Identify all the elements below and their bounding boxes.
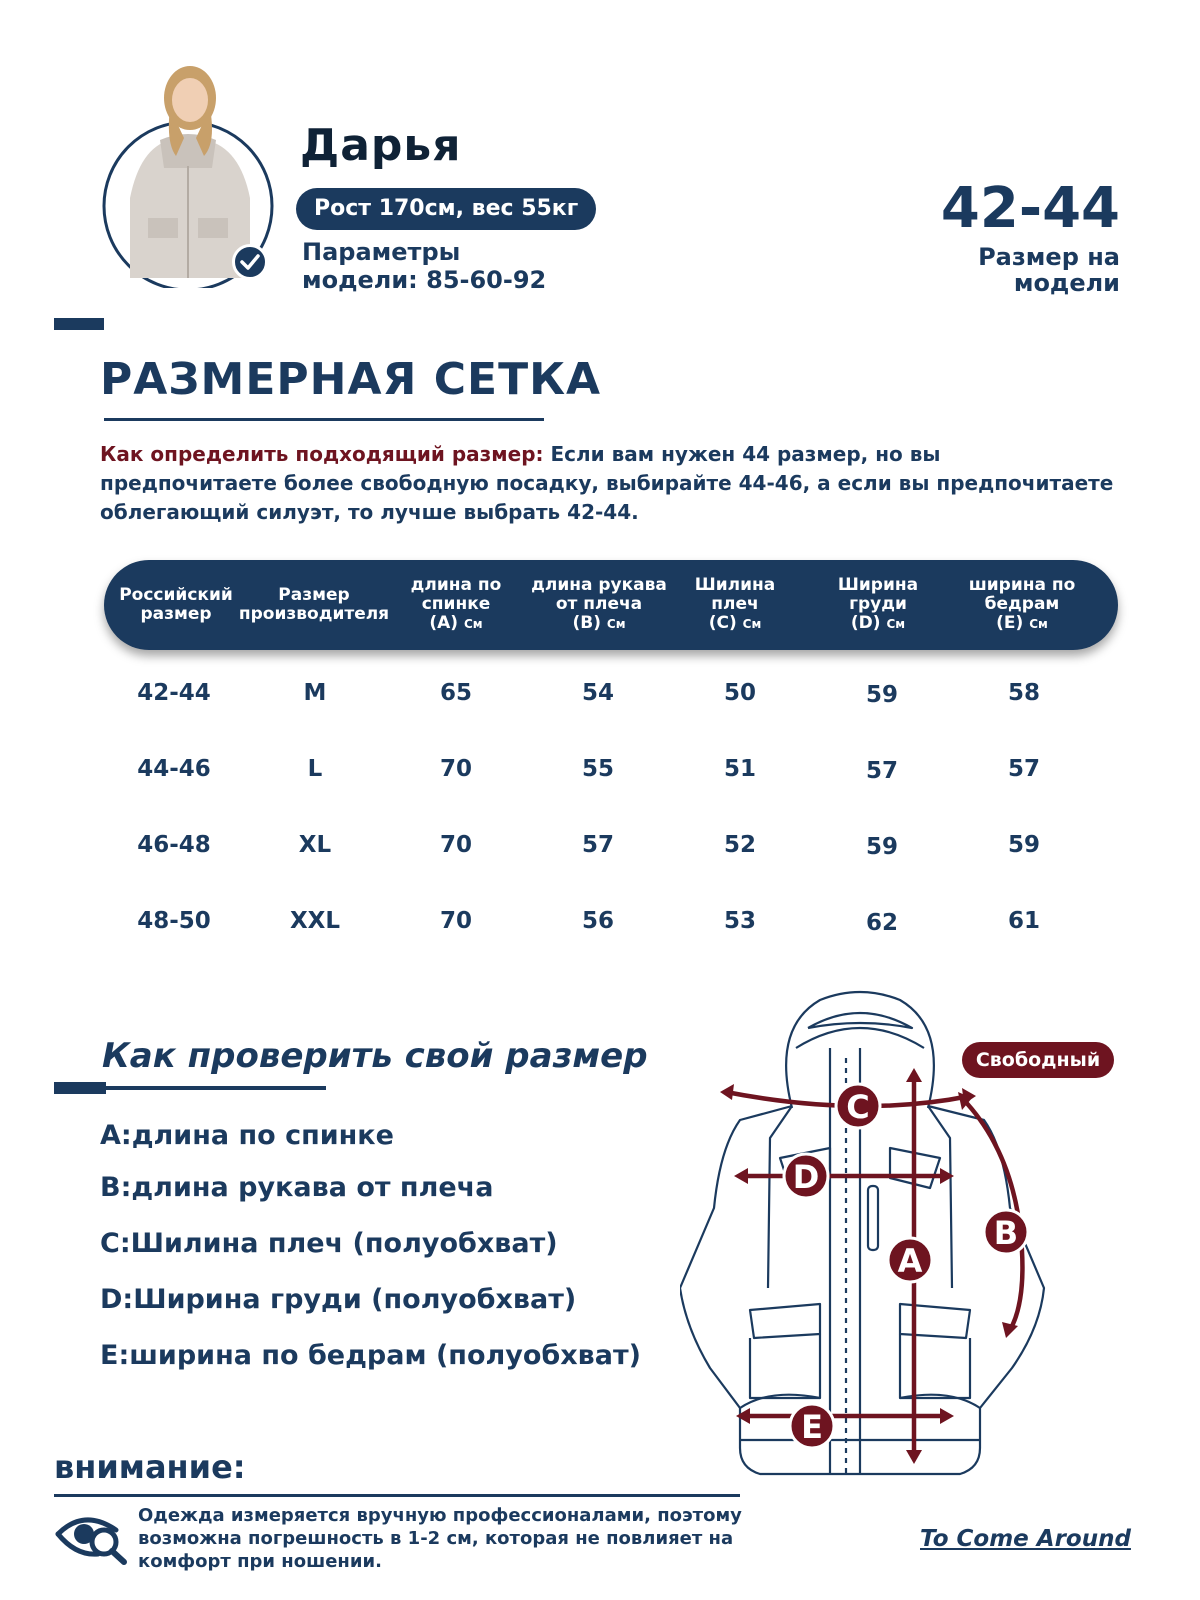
table-cell: 59	[1007, 832, 1040, 858]
model-size-value: 42-44	[940, 176, 1120, 241]
marker-b	[984, 1210, 1028, 1254]
table-cell: XXL	[289, 908, 341, 934]
table-cell: XL	[298, 832, 332, 858]
model-params-line1: Параметры	[302, 238, 461, 266]
model-photo	[100, 48, 280, 288]
header-russian-size: Российский размер	[119, 585, 233, 624]
size-advice	[100, 440, 1120, 527]
attention-underline	[54, 1494, 740, 1497]
table-cell: 46-48	[137, 832, 211, 858]
model-params	[302, 238, 562, 294]
table-cell: M	[303, 680, 327, 706]
header-shoulder-width: Шилина плеч (С) См	[694, 575, 776, 633]
header-hip-width: ширина по бедрам (Е) См	[968, 575, 1076, 633]
title-underline	[104, 1086, 326, 1090]
table-cell: 50	[723, 680, 756, 706]
table-cell: 61	[1007, 908, 1040, 934]
attention-title: внимание:	[54, 1448, 246, 1486]
svg-text:B: B	[993, 1214, 1019, 1252]
svg-text:E: E	[801, 1408, 823, 1446]
table-cell: 55	[581, 756, 614, 782]
checkmark-icon	[232, 244, 268, 280]
measurement-legend-item: Е:ширина по бедрам (полуобхват)	[100, 1340, 641, 1371]
table-cell: 57	[865, 758, 898, 784]
measurement-legend-item: В:длина рукава от плеча	[100, 1172, 494, 1203]
model-name: Дарья	[300, 120, 462, 171]
eye-magnifier-icon	[54, 1506, 132, 1566]
table-cell: L	[307, 756, 323, 782]
header-manufacturer-size: Размер производителя	[238, 585, 390, 624]
marker-c	[836, 1084, 880, 1128]
attention-text: Одежда измеряется вручную профессионалами, поэтому возможна погрешность в 1-2 см, которая не повлияет на комфорт при ношении.	[138, 1505, 742, 1572]
brand-name: To Come Around	[920, 1526, 1131, 1552]
marker-a	[888, 1238, 932, 1282]
model-size-label-line1: Размер на	[978, 243, 1120, 271]
table-cell: 56	[581, 908, 614, 934]
fit-type-badge: Свободный	[962, 1042, 1114, 1078]
header-back-length: длина по спинке (А) См	[410, 575, 502, 633]
table-cell: 59	[865, 834, 898, 860]
model-params-line2: модели: 85-60-92	[302, 266, 547, 294]
size-chart-title: РАЗМЕРНАЯ СЕТКА	[100, 354, 602, 405]
table-cell: 53	[723, 908, 756, 934]
table-cell: 44-46	[137, 756, 211, 782]
model-height-weight-badge: Рост 170см, вес 55кг	[296, 188, 596, 230]
marker-e	[790, 1404, 834, 1448]
table-cell: 70	[439, 832, 472, 858]
table-cell: 70	[439, 908, 472, 934]
svg-text:D: D	[792, 1158, 820, 1196]
header-chest-width: Ширина груди (D) См	[837, 575, 919, 633]
table-cell: 59	[865, 682, 898, 708]
table-cell: 58	[1007, 680, 1040, 706]
how-to-check-title: Как проверить свой размер	[102, 1036, 648, 1076]
size-advice-text: Если вам нужен 44 размер, но вы предпочитаете более свободную посадку, выбирайте 44-46, а если вы предпочитаете облегающий силуэт, то лучше выбрать 42-44.	[100, 442, 1114, 524]
model-size-label	[920, 244, 1120, 296]
table-cell: 62	[865, 910, 898, 936]
model-size-label-line2: модели	[1013, 269, 1120, 297]
svg-text:C: C	[846, 1088, 870, 1126]
accent-bar	[54, 318, 104, 330]
measurement-legend-item: С:Шилина плеч (полуобхват)	[100, 1228, 558, 1259]
title-underline	[104, 418, 544, 421]
table-cell: 65	[439, 680, 472, 706]
table-cell: 70	[439, 756, 472, 782]
marker-d	[784, 1154, 828, 1198]
table-cell: 57	[1007, 756, 1040, 782]
table-cell: 54	[581, 680, 614, 706]
header-sleeve-length: длина рукава от плеча (В) См	[531, 575, 667, 633]
measurement-legend-item: D:Ширина груди (полуобхват)	[100, 1284, 577, 1315]
accent-bar	[54, 1082, 106, 1094]
table-cell: 57	[581, 832, 614, 858]
svg-text:A: A	[897, 1242, 923, 1280]
jacket-measurement-diagram	[680, 988, 1080, 1508]
measurement-legend-item: А:длина по спинке	[100, 1120, 394, 1151]
table-cell: 51	[723, 756, 756, 782]
size-table-header	[104, 560, 1118, 650]
table-cell: 48-50	[137, 908, 211, 934]
table-cell: 52	[723, 832, 756, 858]
table-cell: 42-44	[137, 680, 211, 706]
size-advice-lead: Как определить подходящий размер:	[100, 442, 544, 466]
